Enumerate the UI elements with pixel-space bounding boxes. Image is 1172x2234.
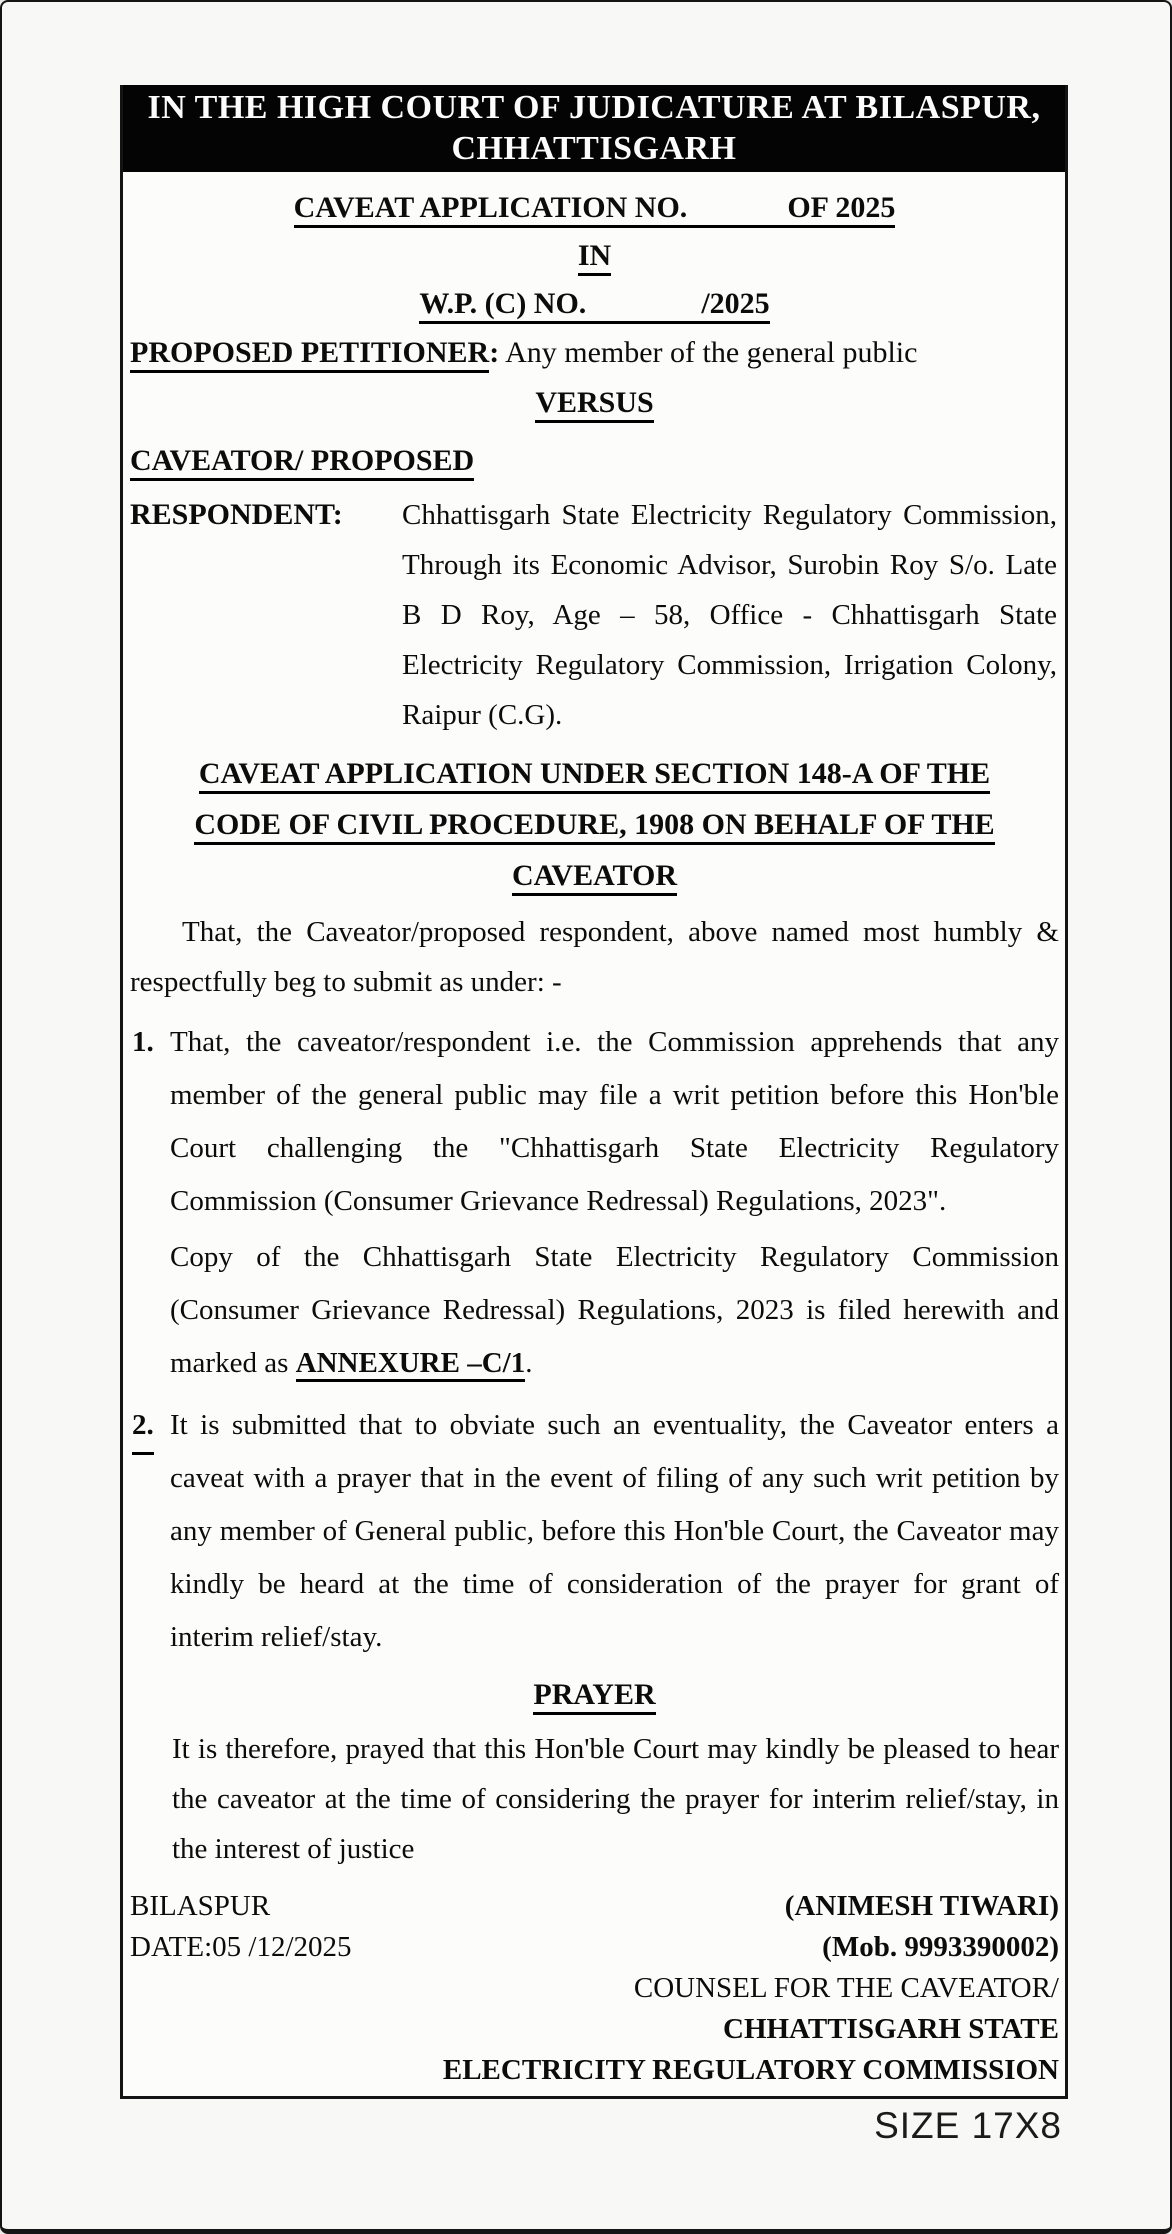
signature-row-2 [130,1927,1059,1968]
signature-row-1 [130,1886,1059,1927]
prayer-paragraph: It is therefore, prayed that this Hon'ble Court may kindly be pleased to hear the caveator at the time of considering the prayer for interim relief/stay, in the interest of justice [172,1733,1059,1865]
caveat-document [120,85,1068,2099]
wp-number-line [130,280,1059,327]
annexure-paragraph [170,1231,1059,1390]
counsel-org-line2: ELECTRICITY REGULATORY COMMISSION [442,2054,1059,2086]
document-body [123,172,1065,2091]
counsel-name: (ANIMESH TIWARI) [784,1890,1059,1922]
paragraph-1 [130,1016,1059,1228]
paragraph-1-number: 1. [132,1026,154,1058]
versus-line: VERSUS [130,379,1059,427]
wp-prefix: W.P. (C) NO. [419,287,587,320]
court-header-bar [123,85,1065,172]
place: BILASPUR [130,1890,271,1922]
application-heading [130,748,1059,901]
court-name-line1: IN THE HIGH COURT OF JUDICATURE AT BILASPUR, [147,89,1041,126]
application-heading-line2: CODE OF CIVIL PROCEDURE, 1908 ON BEHALF OF THE [130,799,1059,850]
application-heading-line3: CAVEATOR [130,850,1059,901]
in-line: IN [130,232,1059,279]
petitioner-colon: : [489,336,500,369]
counsel-role: COUNSEL FOR THE CAVEATOR/ [633,1972,1059,2004]
caveat-no-prefix: CAVEAT APPLICATION NO. [293,191,688,224]
case-number-block [130,184,1059,327]
counsel-org-line1: CHHATTISGARH STATE [723,2013,1059,2045]
petitioner-label: PROPOSED PETITIONER [130,336,489,373]
wp-suffix: /2025 [701,287,770,320]
paragraph-2-text: It is submitted that to obviate such an eventuality, the Caveator enters a caveat with a prayer that in the event of filing of any such writ petition by any member of General public, before this Hon'ble Court, the Caveator may kindly be heard at the time of consideration of the prayer for grant of interim relief/stay. [170,1409,1059,1653]
counsel-mobile: (Mob. 9993390002) [822,1931,1059,1963]
caveat-no-suffix: OF 2025 [787,191,896,224]
respondent-block [130,490,1059,740]
signature-block [130,1886,1059,2091]
intro-paragraph: That, the Caveator/proposed respondent, above named most humbly & respectfully beg to submit as under: - [130,916,1059,998]
paragraph-2 [130,1399,1059,1664]
paragraph-1-text: That, the caveator/respondent i.e. the Commission apprehends that any member of the general public may file a writ petition before this Hon'ble Court challenging the "Chhattisgarh State Electricity Regulatory Commission (Consumer Grievance Redressal) Regulations, 2023". [170,1026,1059,1217]
court-name-line2: CHHATTISGARH [451,130,737,167]
petitioner-value: Any member of the general public [499,336,918,369]
respondent-label: RESPONDENT: [130,498,343,531]
size-annotation: SIZE 17X8 [874,2105,1062,2146]
annexure-text-before: Copy of the Chhattisgarh State Electricity Regulatory Commission (Consumer Grievance Redressal) Regulations, 2023 is filed herewith and marked as [170,1241,1059,1379]
paragraph-2-number: 2. [132,1399,154,1455]
prayer-heading: PRAYER [130,1670,1059,1720]
annexure-reference: ANNEXURE –C/1 [296,1347,526,1382]
application-heading-line1: CAVEAT APPLICATION UNDER SECTION 148-A OF THE [130,748,1059,799]
annexure-text-after: . [525,1347,533,1379]
caveator-label-line: CAVEATOR/ PROPOSED [130,436,1059,486]
respondent-address: Chhattisgarh State Electricity Regulatory Commission, Through its Economic Advisor, Surobin Roy S/o. Late B D Roy, Age – 58, Office - Chhattisgarh State Electricity Regulatory Commission, Irrigation Colony, Raipur (C.G). [402,499,1057,731]
proposed-petitioner-line [130,329,1059,376]
date: DATE:05 /12/2025 [130,1931,352,1963]
caveat-application-number-line [130,184,1059,231]
